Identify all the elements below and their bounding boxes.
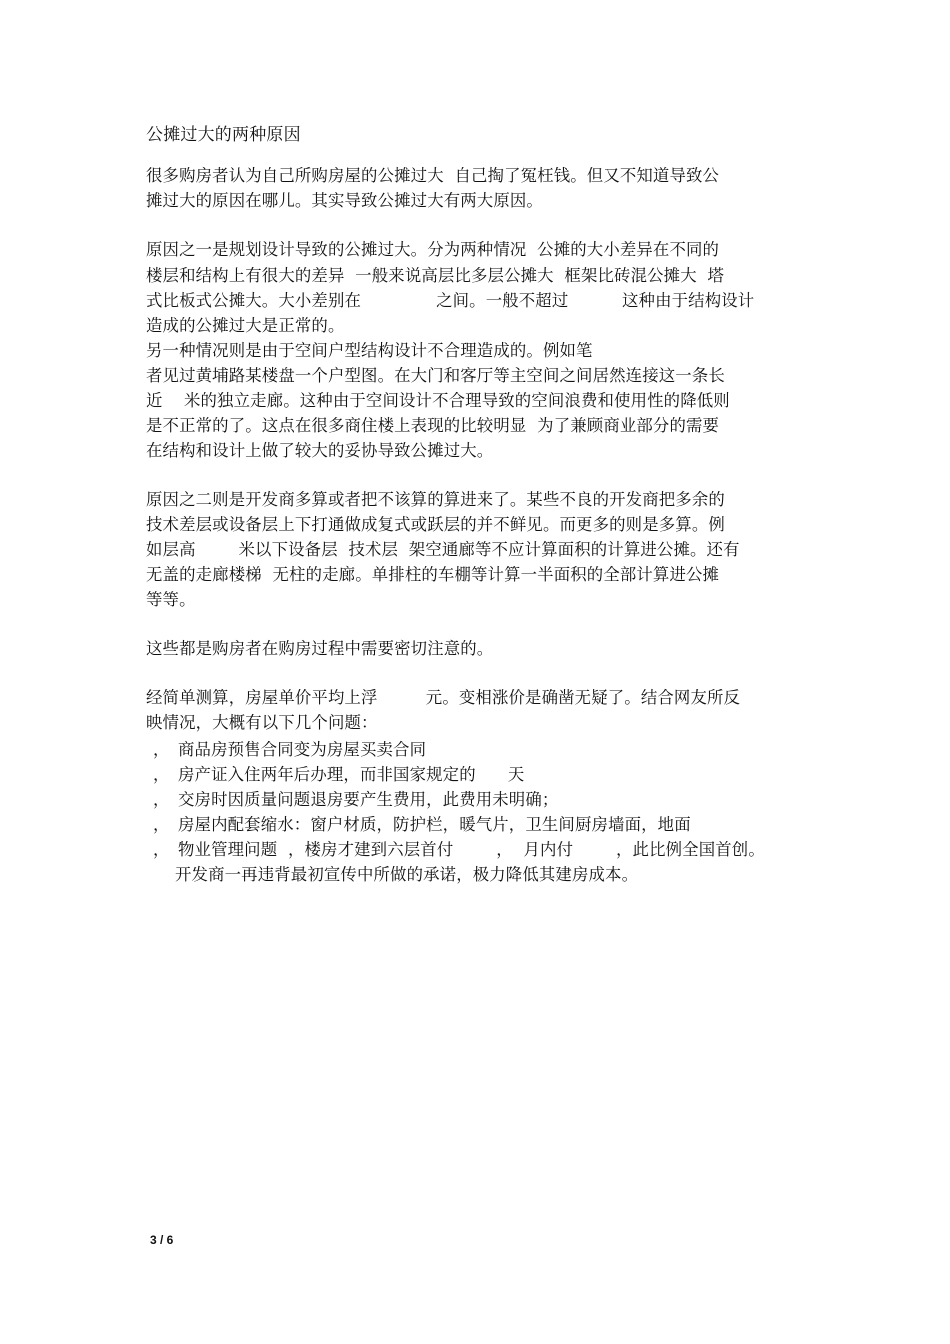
closing-line: 开发商一再违背最初宣传中所做的承诺，极力降低其建房成本。 bbox=[175, 865, 639, 884]
paragraph-line: 经简单测算，房屋单价平均上浮 元。变相涨价是确凿无疑了。结合网友所反 bbox=[146, 688, 741, 707]
list-item: 房屋内配套缩水：窗户材质，防护栏，暖气片，卫生间厨房墙面，地面 bbox=[178, 815, 691, 834]
paragraph-line: 者见过黄埔路某楼盘一个户型图。在大门和客厅等主空间之间居然连接这一条长 bbox=[146, 366, 725, 385]
list-item: 房产证入住两年后办理，而非国家规定的 天 bbox=[178, 765, 525, 784]
paragraph-line: 楼层和结构上有很大的差异 一般来说高层比多层公摊大 框架比砖混公摊大 塔 bbox=[146, 266, 724, 285]
list-marker: ， bbox=[153, 765, 170, 784]
list-marker: ， bbox=[153, 740, 170, 759]
paragraph-line: 在结构和设计上做了较大的妥协导致公摊过大。 bbox=[146, 441, 494, 460]
paragraph-line: 是不正常的了。这点在很多商住楼上表现的比较明显 为了兼顾商业部分的需要 bbox=[146, 416, 720, 435]
list-marker: ， bbox=[153, 790, 170, 809]
paragraph-line: 映情况，大概有以下几个问题： bbox=[146, 713, 378, 732]
paragraph-line: 近 米的独立走廊。这种由于空间设计不合理导致的空间浪费和使用性的降低则 bbox=[146, 391, 730, 410]
list-item: 交房时因质量问题退房要产生费用，此费用未明确； bbox=[178, 790, 559, 809]
paragraph-line: 技术差层或设备层上下打通做成复式或跃层的并不鲜见。而更多的则是多算。例 bbox=[146, 515, 725, 534]
page-number: 3 / 6 bbox=[150, 1233, 174, 1247]
paragraph-line: 原因之一是规划设计导致的公摊过大。分为两种情况 公摊的大小差异在不同的 bbox=[146, 240, 720, 259]
paragraph-line: 造成的公摊过大是正常的。 bbox=[146, 316, 345, 335]
list-marker: ， bbox=[153, 815, 170, 834]
list-marker: ， bbox=[153, 840, 170, 859]
paragraph-line: 很多购房者认为自己所购房屋的公摊过大 自己掏了冤枉钱。但又不知道导致公 bbox=[146, 166, 720, 185]
paragraph-line: 另一种情况则是由于空间户型结构设计不合理造成的。例如笔 bbox=[146, 341, 593, 360]
paragraph-line: 这些都是购房者在购房过程中需要密切注意的。 bbox=[146, 639, 494, 658]
paragraph-line: 原因之二则是开发商多算或者把不该算的算进来了。某些不良的开发商把多余的 bbox=[146, 490, 725, 509]
document-title: 公摊过大的两种原因 bbox=[146, 125, 301, 145]
paragraph-line: 无盖的走廊楼梯 无柱的走廊。单排柱的车棚等计算一半面积的全部计算进公摊 bbox=[146, 565, 720, 584]
paragraph-line: 如层高 米以下设备层 技术层 架空通廊等不应计算面积的计算进公摊。还有 bbox=[146, 540, 740, 559]
paragraph-line: 式比板式公摊大。大小差别在 之间。一般不超过 这种由于结构设计 bbox=[146, 291, 755, 310]
paragraph-line: 等等。 bbox=[146, 590, 196, 609]
paragraph-line: 摊过大的原因在哪儿。其实导致公摊过大有两大原因。 bbox=[146, 191, 543, 210]
list-item: 物业管理问题 ，楼房才建到六层首付 ， 月内付 ，此比例全国首创。 bbox=[178, 840, 765, 859]
list-item: 商品房预售合同变为房屋买卖合同 bbox=[178, 740, 427, 759]
